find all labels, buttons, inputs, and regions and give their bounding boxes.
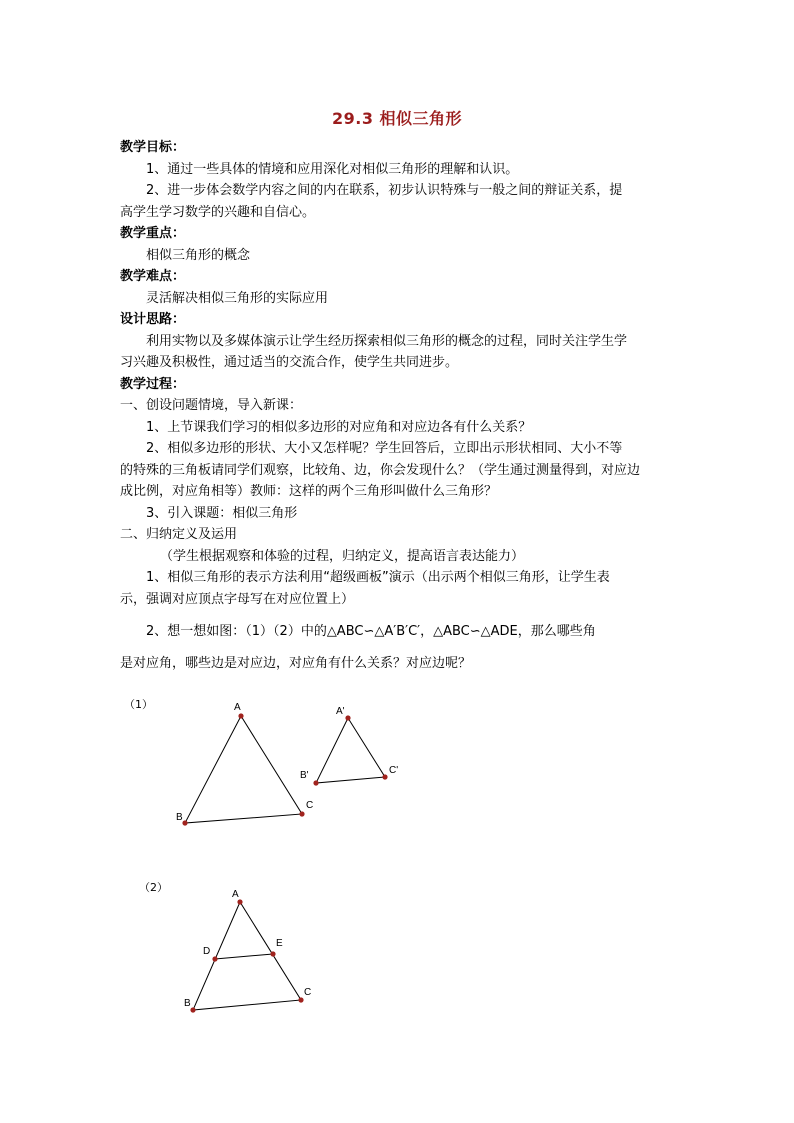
point-c: [299, 811, 304, 816]
label-e-2: E: [276, 938, 283, 949]
objective-2-line-2: 高学生学习数学的兴趣和自信心。: [120, 204, 316, 220]
point-b-2: [190, 1007, 195, 1012]
objectives-heading: 教学目标：: [120, 140, 186, 155]
point-e-2: [270, 951, 275, 956]
label-d-2: D: [203, 946, 211, 957]
objective-2-line-1: 2、进一步体会数学内容之间的内在联系，初步认识特殊与一般之间的辩证关系，提: [146, 183, 623, 198]
definition-1-line-2: 示，强调对应顶点字母写在对应位置上）: [120, 591, 355, 607]
design-heading: 设计思路：: [120, 312, 186, 327]
key-point-heading: 教学重点：: [120, 226, 186, 241]
label-b-prime: B': [300, 770, 309, 781]
process-heading: 教学过程：: [120, 376, 186, 392]
process-question-2-line-2: 的特殊的三角板请同学们观察，比较角、边，你会发现什么？（学生通过测量得到，对应边: [120, 462, 641, 478]
process-part-1: 一、创设问题情境，导入新课：: [120, 398, 303, 413]
point-a-prime: [345, 715, 350, 720]
process-question-3: 3、引入课题：相似三角形: [146, 505, 298, 521]
label-a-prime: A': [336, 706, 345, 717]
label-a: A: [234, 702, 241, 713]
point-b-prime: [313, 780, 318, 785]
key-point-text: 相似三角形的概念: [146, 247, 251, 263]
process-question-1: 1、上节课我们学习的相似多边形的对应角和对应边各有什么关系？: [146, 419, 532, 435]
difficulty-text: 灵活解决相似三角形的实际应用: [146, 290, 329, 306]
page-title: 29.3 相似三角形: [331, 109, 463, 128]
process-note: （学生根据观察和体验的过程，归纳定义，提高语言表达能力）: [160, 548, 525, 564]
think-question-line-2: 是对应角，哪些边是对应边，对应角有什么关系？对应边呢？: [120, 656, 472, 671]
triangle-a2b2c2: [316, 718, 385, 783]
segment-de: [215, 954, 273, 959]
objective-1: 1、通过一些具体的情境和应用深化对相似三角形的理解和认识。: [146, 161, 519, 177]
design-line-1: 利用实物以及多媒体演示让学生经历探索相似三角形的概念的过程，同时关注学生学: [146, 333, 628, 349]
point-a-2: [237, 899, 242, 904]
process-question-2-line-3: 成比例，对应角相等）教师：这样的两个三角形叫做什么三角形？: [120, 484, 498, 499]
process-part-2: 二、归纳定义及运用: [120, 527, 238, 542]
design-line-2: 习兴趣及积极性，通过适当的交流合作，使学生共同进步。: [120, 355, 459, 370]
point-c-prime: [382, 774, 387, 779]
label-c-2: C: [304, 987, 312, 998]
think-question-line-1: 2、想一想如图：（1）（2）中的△ABC∽△A′B′C′，△ABC∽△ADE，那么哪些角: [146, 624, 596, 639]
point-d-2: [212, 956, 217, 961]
label-b: B: [176, 812, 183, 823]
label-b-2: B: [184, 998, 191, 1009]
label-c-prime: C': [389, 765, 399, 776]
figure-1: [124, 698, 398, 826]
label-a-2: A: [232, 889, 239, 900]
label-c: C: [306, 800, 314, 811]
triangle-abc: [185, 716, 302, 823]
figure-1-label: （1）: [124, 698, 153, 711]
definition-1-line-1: 1、相似三角形的表示方法利用“超级画板”演示（出示两个相似三角形，让学生表: [146, 570, 610, 585]
process-question-2-line-1: 2、相似多边形的形状、大小又怎样呢？学生回答后，立即出示形状相同、大小不等: [146, 441, 623, 456]
point-c-2: [298, 997, 303, 1002]
difficulty-heading: 教学难点：: [120, 269, 186, 284]
point-b: [182, 820, 187, 825]
figure-2: [139, 881, 311, 1013]
point-a: [238, 713, 243, 718]
figure-2-label: （2）: [139, 881, 168, 894]
